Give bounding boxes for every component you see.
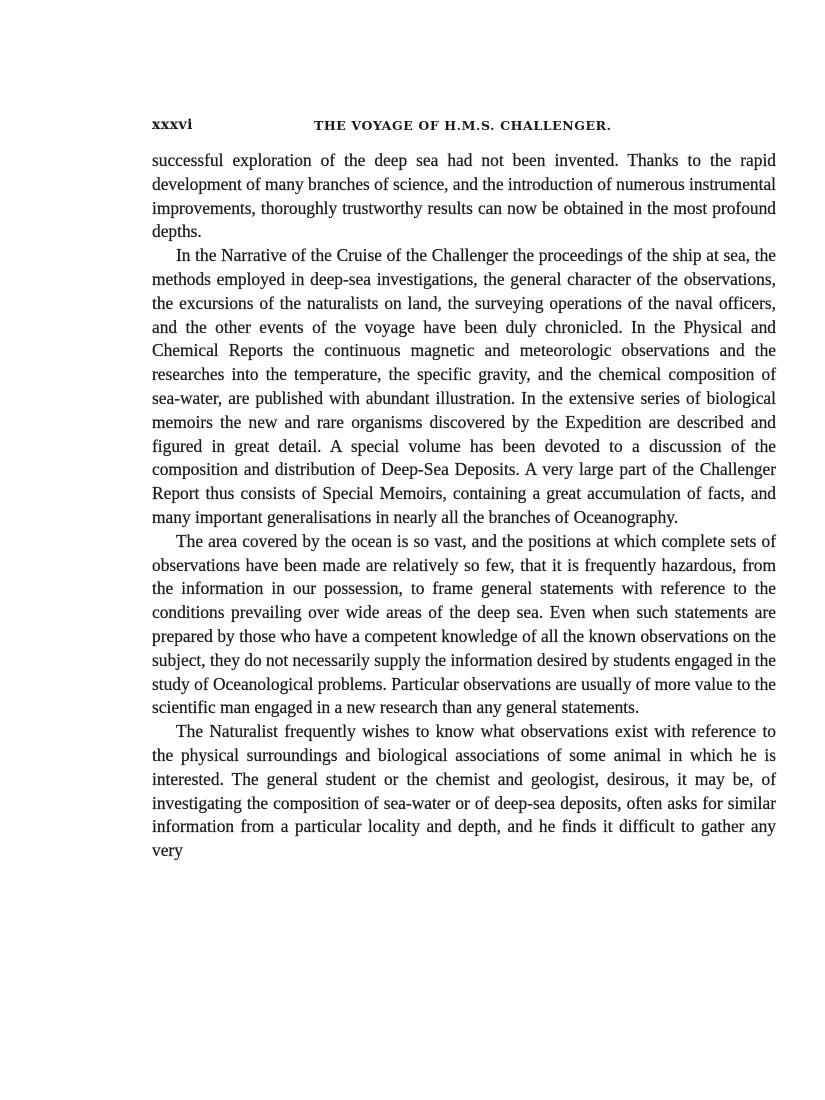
page-number: xxxvi xyxy=(152,117,193,133)
page-header xyxy=(152,117,776,137)
paragraph-ocean-area: The area covered by the ocean is so vast, and the positions at which complete sets of observations have been made are relatively so few, that it is frequently hazardous, from the information in our possession, to frame general statements with reference to the conditions prevailing over wide areas of the deep sea. Even when such statements are prepared by those who have a competent knowledge of all the known observations on the subject, they do not necessarily supply the information desired by students engaged in the study of Oceanological problems. Particular observations are usually of more value to the scientific man engaged in a new research than any general statements. xyxy=(152,530,776,718)
paragraph-narrative-and-reports: In the Narrative of the Cruise of the Challenger the proceedings of the ship at sea, the methods employed in deep-sea investigations, the general character of the observations, the excursions of the naturalists on land, the surveying operations of the naval officers, and the other events of the voyage have been duly chronicled. In the Physical and Chemical Reports the continuous magnetic and meteorologic observations and the researches into the temperature, the specific gravity, and the chemical composition of sea-water, are published with abundant illustration. In the extensive series of biological memoirs the new and rare organisms discovered by the Expedition are described and figured in great detail. A special volume has been devoted to a discussion of the composition and distribution of Deep-Sea Deposits. A very large part of the Challenger Report thus consists of Special Memoirs, containing a great accumulation of facts, and many important generalisations in nearly all the branches of Oceanography. xyxy=(152,245,776,527)
body-text xyxy=(152,149,776,863)
paragraph-naturalist: The Naturalist frequently wishes to know what observations exist with reference to the physical surroundings and biological associations of some animal in which he is interested. The general student or the chemist and geologist, desirous, it may be, of investigating the composition of sea-water or of deep-sea deposits, often asks for similar information from a particular locality and depth, and he finds it difficult to gather any very xyxy=(152,721,776,861)
running-title: THE VOYAGE OF H.M.S. CHALLENGER. xyxy=(314,118,612,133)
paragraph-continued: successful exploration of the deep sea had not been invented. Thanks to the rapid development of many branches of science, and the introduction of numerous instrumental improvements, thoroughly trustworthy results can now be obtained in the most profound depths. xyxy=(152,150,776,242)
